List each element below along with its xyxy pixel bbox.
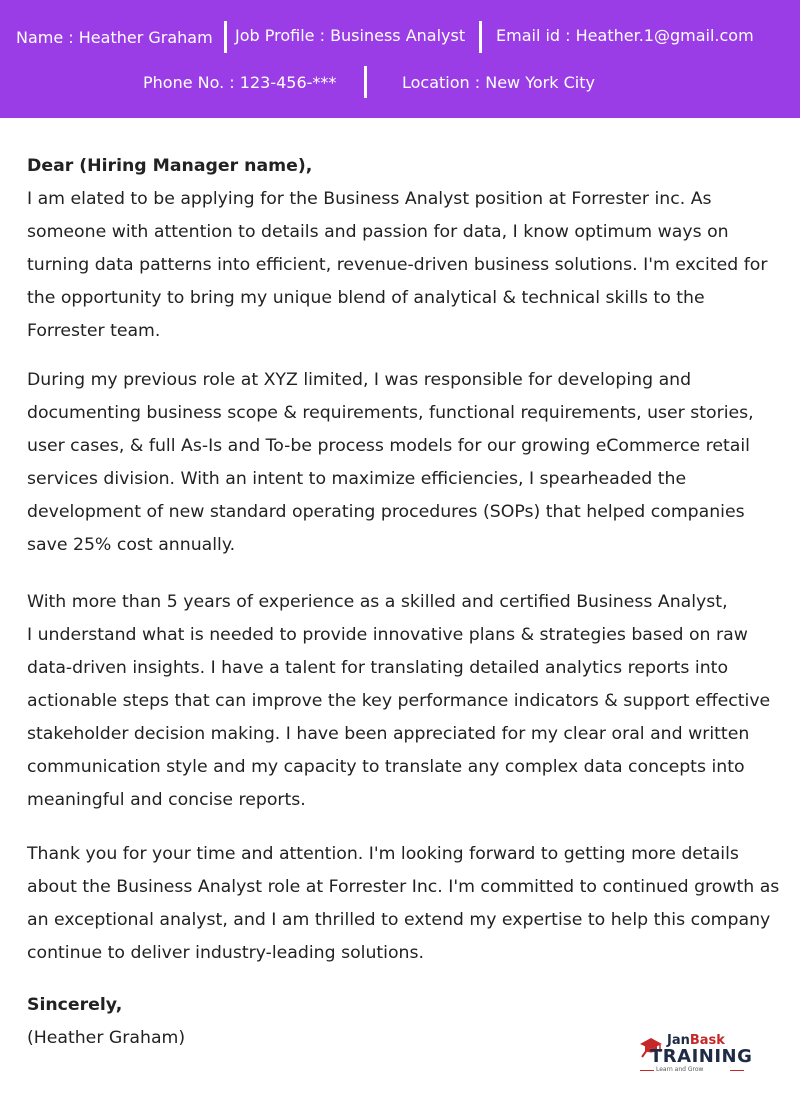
paragraph-line: With more than 5 years of experience as a skilled and certified Business Analyst, xyxy=(27,592,728,612)
logo-rule xyxy=(640,1070,654,1071)
paragraph-line: data-driven insights. I have a talent for translating detailed analytics reports into xyxy=(27,658,729,678)
paragraph-line: someone with attention to details and passion for data, I know optimum ways on xyxy=(27,222,729,242)
paragraph-line: I am elated to be applying for the Business Analyst position at Forrester inc. As xyxy=(27,189,712,209)
signature-name: (Heather Graham) xyxy=(27,1028,186,1048)
logo-rule xyxy=(730,1070,744,1071)
paragraph-line: meaningful and concise reports. xyxy=(27,790,306,810)
logo-jan-text: Jan xyxy=(667,1033,690,1048)
paragraph-skills xyxy=(27,586,793,817)
paragraph-line: Forrester team. xyxy=(27,321,161,341)
logo-tagline: Learn and Grow xyxy=(656,1066,704,1073)
paragraph-line: an exceptional analyst, and I am thrilled to extend my expertise to help this company xyxy=(27,910,771,930)
header-location: Location : New York City xyxy=(402,73,595,92)
paragraph-line: development of new standard operating procedures (SOPs) that helped companies xyxy=(27,502,745,522)
paragraph-line: Thank you for your time and attention. I'm looking forward to getting more details xyxy=(27,844,739,864)
paragraph-line: about the Business Analyst role at Forrester Inc. I'm committed to continued growth as xyxy=(27,877,780,897)
header-email: Email id : Heather.1@gmail.com xyxy=(496,26,754,45)
logo-bask-text: Bask xyxy=(689,1033,725,1048)
header-job-profile: Job Profile : Business Analyst xyxy=(235,26,466,45)
paragraph-line: I understand what is needed to provide innovative plans & strategies based on raw xyxy=(27,625,748,645)
paragraph-line: the opportunity to bring my unique blend of analytical & technical skills to the xyxy=(27,288,705,308)
closing-text: Sincerely, xyxy=(27,995,123,1015)
paragraph-experience xyxy=(27,364,793,562)
header-divider xyxy=(224,21,227,53)
header-name: Name : Heather Graham xyxy=(16,28,213,47)
header-divider xyxy=(479,21,482,53)
paragraph-line: documenting business scope & requirements, functional requirements, user stories, xyxy=(27,403,754,423)
header-phone: Phone No. : 123-456-*** xyxy=(143,73,337,92)
paragraph-intro xyxy=(27,183,793,348)
letter-greeting: Dear (Hiring Manager name), xyxy=(27,156,313,176)
paragraph-line: During my previous role at XYZ limited, I was responsible for developing and xyxy=(27,370,692,390)
paragraph-line: services division. With an intent to maximize efficiencies, I spearheaded the xyxy=(27,469,687,489)
contact-header xyxy=(0,0,800,118)
paragraph-line: continue to deliver industry-leading solutions. xyxy=(27,943,424,963)
janbask-training-logo xyxy=(638,1033,753,1076)
paragraph-line: save 25% cost annually. xyxy=(27,535,236,555)
paragraph-line: turning data patterns into efficient, revenue-driven business solutions. I'm excited for xyxy=(27,255,768,275)
paragraph-thanks xyxy=(27,838,793,970)
paragraph-line: stakeholder decision making. I have been appreciated for my clear oral and written xyxy=(27,724,750,744)
header-divider xyxy=(364,66,367,98)
paragraph-line: communication style and my capacity to translate any complex data concepts into xyxy=(27,757,745,777)
paragraph-line: actionable steps that can improve the key performance indicators & support effective xyxy=(27,691,771,711)
logo-training-text: TRAINING xyxy=(650,1046,753,1067)
paragraph-line: user cases, & full As-Is and To-be process models for our growing eCommerce retail xyxy=(27,436,750,456)
